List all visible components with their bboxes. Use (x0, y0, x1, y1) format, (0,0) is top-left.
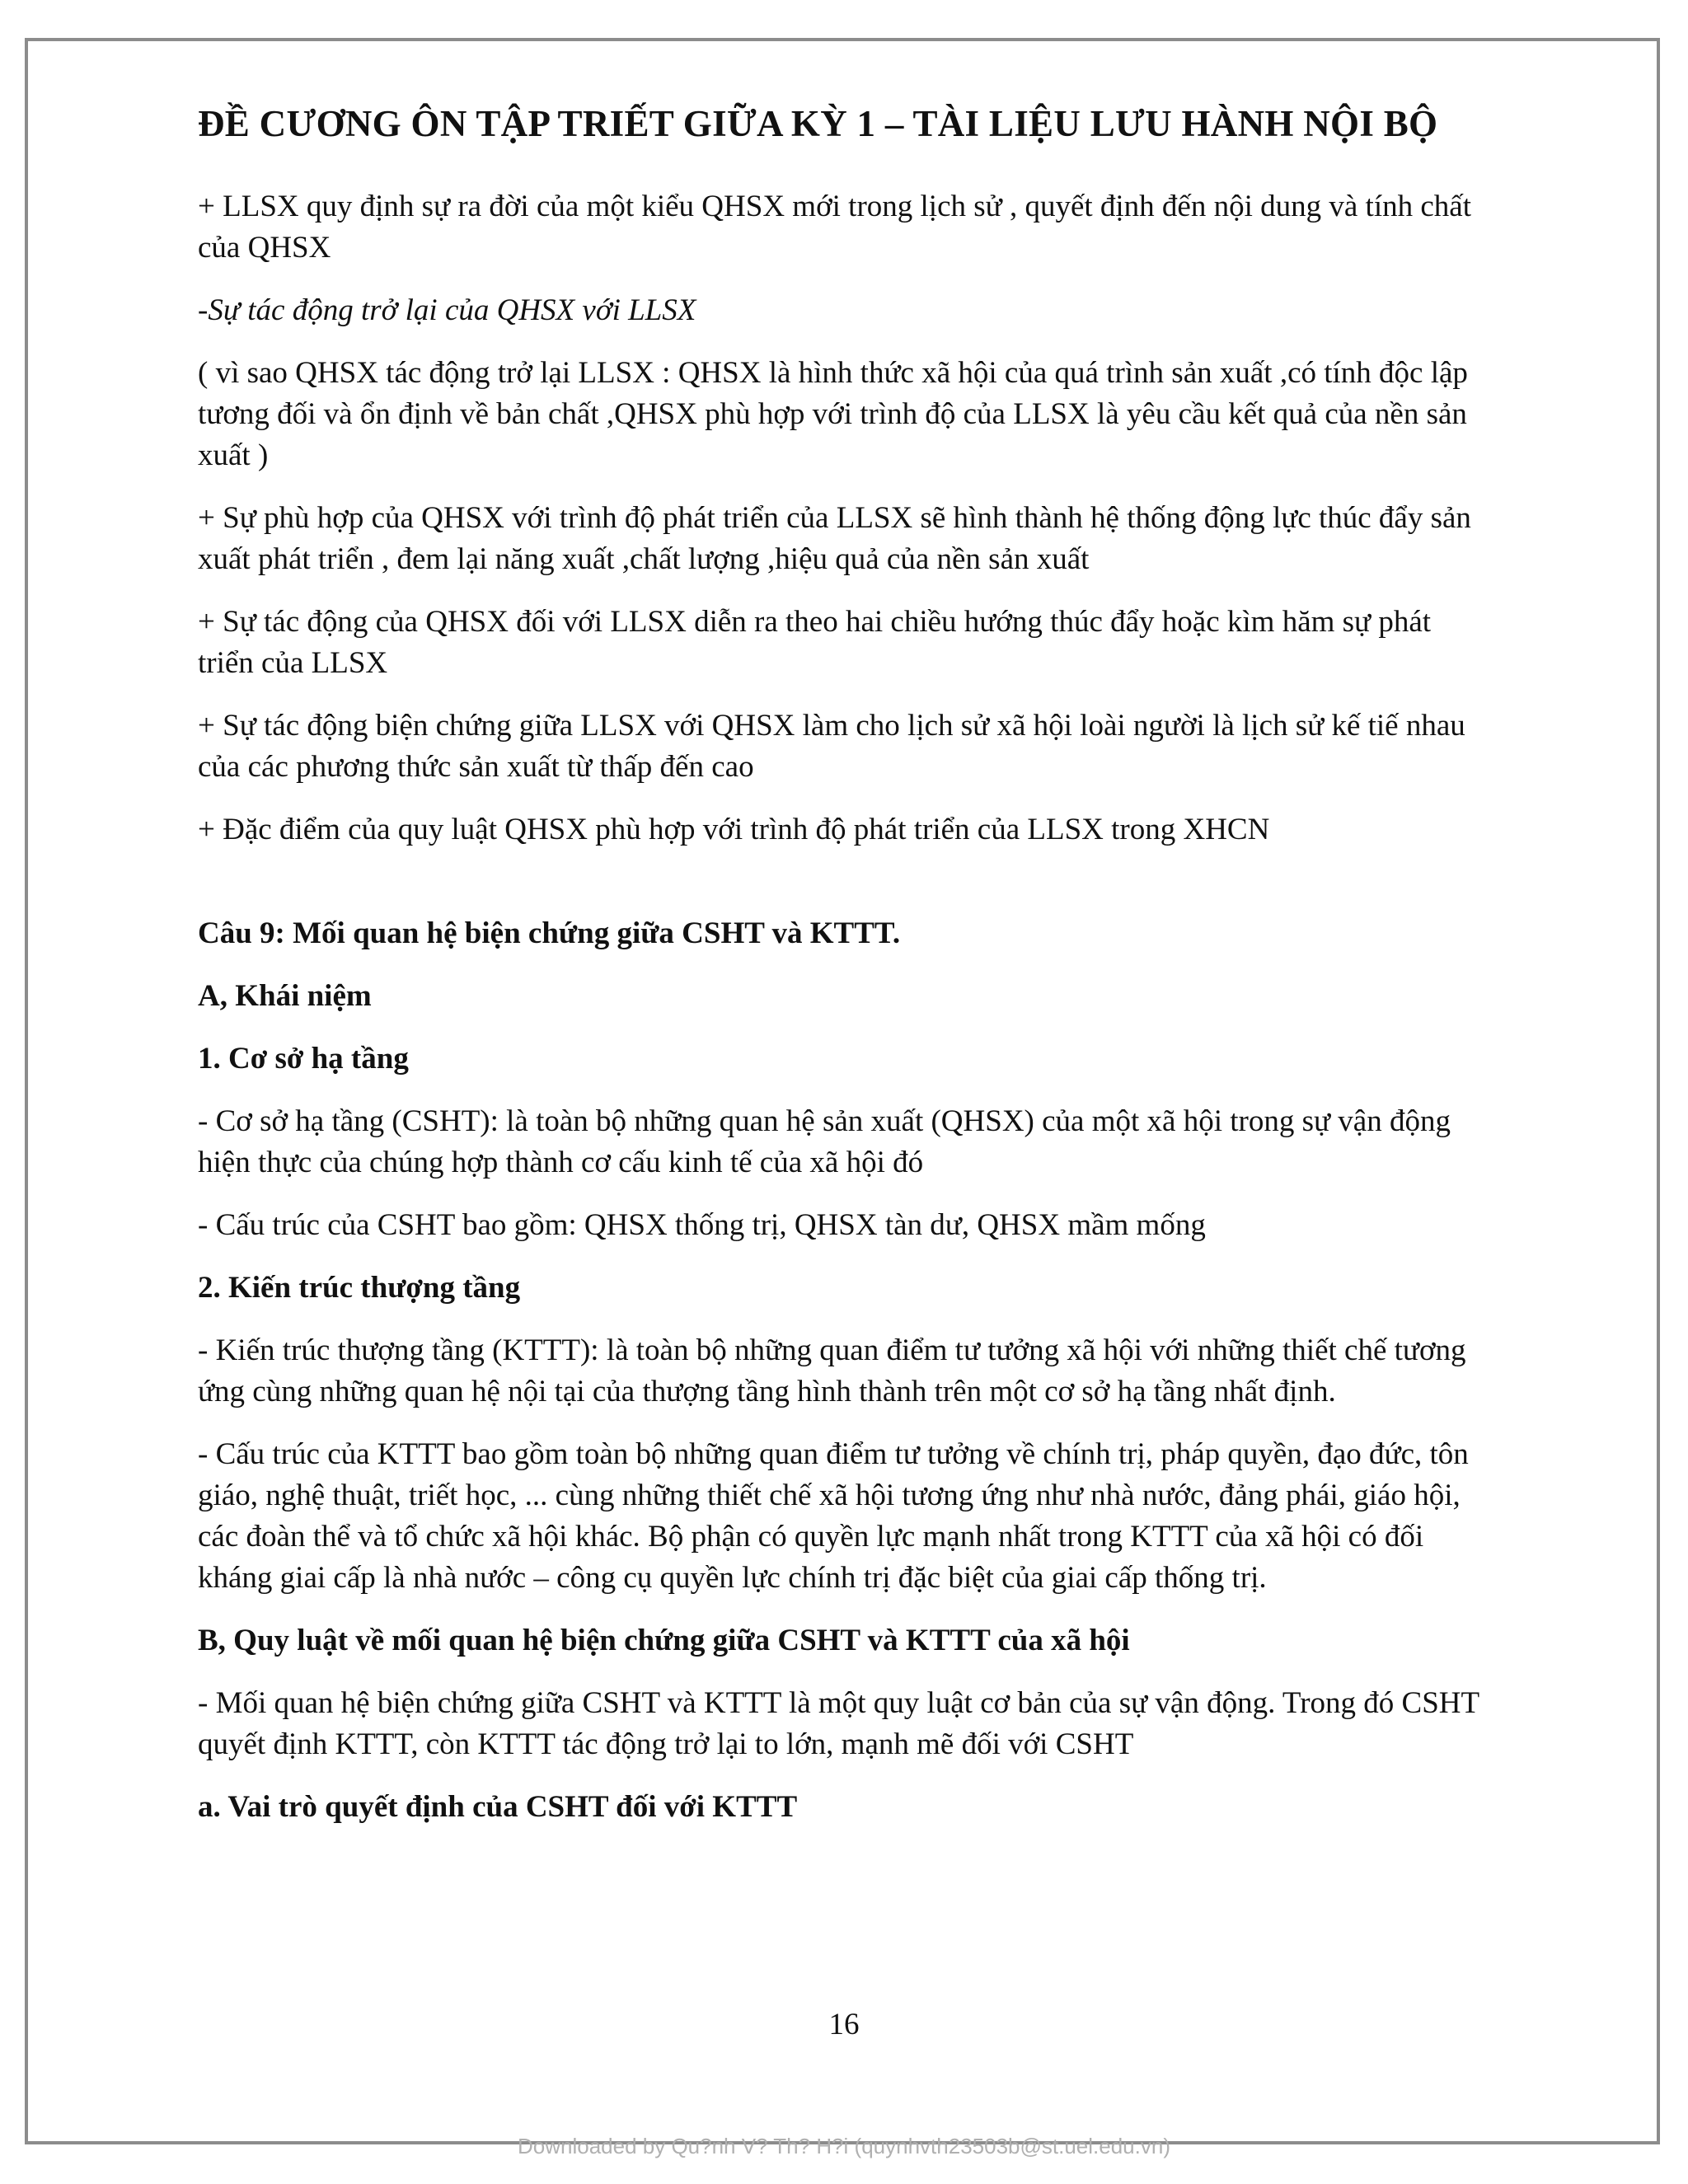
heading-infrastructure: 1. Cơ sở hạ tầng (198, 1042, 409, 1076)
heading-decisive-role: a. Vai trò quyết định của CSHT đối với KTTT (198, 1790, 798, 1824)
paragraph-qhsx-two-directions: + Sự tác động của QHSX đối với LLSX diễn ra theo hai chiều hướng thúc đẩy hoặc kìm hăm sự phát triển của LLSX (198, 605, 1432, 680)
paragraph-law-features-xhcn: + Đặc điểm của quy luật QHSX phù hợp với trình độ phát triển của LLSX trong XHCN (198, 813, 1270, 846)
page-number: 16 (828, 2008, 860, 2041)
section-spacer (198, 872, 1492, 913)
paragraph-llsx-decides: + LLSX quy định sự ra đời của một kiểu QHSX mới trong lịch sử , quyết định đến nội dung và tính chất của QHSX (198, 190, 1471, 265)
heading-question-9: Câu 9: Mối quan hệ biện chứng giữa CSHT và KTTT. (198, 916, 901, 950)
heading-superstructure: 2. Kiến trúc thượng tầng (198, 1271, 521, 1305)
paragraph-csht-structure: - Cấu trúc của CSHT bao gồm: QHSX thống trị, QHSX tàn dư, QHSX mầm mống (198, 1208, 1206, 1242)
download-footer: Downloaded by Qu?nh V? Th? H?i (quynhvth23503b@st.uel.edu.vn) (518, 2134, 1170, 2158)
heading-concepts: A, Khái niệm (198, 979, 372, 1013)
heading-law-csht-kttt: B, Quy luật về mối quan hệ biện chứng giữa CSHT và KTTT của xã hội (198, 1624, 1130, 1657)
paragraph-why-qhsx: ( vì sao QHSX tác động trở lại LLSX : QHSX là hình thức xã hội của quá trình sản xuất ,có tính độc lập tương đối và ổn định về bản chất ,QHSX phù hợp với trình độ của LLSX là yêu cầu kết quả của nền sản xuất ) (198, 356, 1468, 472)
paragraph-qhsx-suitability: + Sự phù hợp của QHSX với trình độ phát triển của LLSX sẽ hình thành hệ thống động lực thúc đẩy sản xuất phát triển , đem lại năng xuất ,chất lượng ,hiệu quả của nền sản xuất (198, 501, 1471, 576)
paragraph-cshT-definition: - Cơ sở hạ tầng (CSHT): là toàn bộ những quan hệ sản xuất (QHSX) của một xã hội trong sự vận động hiện thực của chúng hợp thành cơ cấu kinh tế của xã hội đó (198, 1104, 1451, 1179)
paragraph-law-relationship: - Mối quan hệ biện chứng giữa CSHT và KTTT là một quy luật cơ bản của sự vận động. Trong đó CSHT quyết định KTTT, còn KTTT tác động trở lại to lớn, mạnh mẽ đối với CSHT (198, 1686, 1479, 1761)
paragraph-kttt-definition: - Kiến trúc thượng tầng (KTTT): là toàn bộ những quan điểm tư tưởng xã hội với những thiết chế tương ứng cùng những quan hệ nội tại của thượng tầng hình thành trên một cơ sở hạ tầng nhất định. (198, 1333, 1466, 1408)
paragraph-kttt-structure: - Cấu trúc của KTTT bao gồm toàn bộ những quan điểm tư tưởng về chính trị, pháp quyền, đạo đức, tôn giáo, nghệ thuật, triết học, ... cùng những thiết chế xã hội tương ứng như nhà nước, đảng phái, giáo hội, các đoàn thể và tổ chức xã hội khác. Bộ phận có quyền lực mạnh nhất trong KTTT của xã hội có đối kháng giai cấp là nhà nước – công cụ quyền lực chính trị đặc biệt của giai cấp thống trị. (198, 1437, 1469, 1595)
document-title: ĐỀ CƯƠNG ÔN TẬP TRIẾT GIỮA KỲ 1 – TÀI LIỆU LƯU HÀNH NỘI BỘ (198, 103, 1438, 144)
paragraph-qhsx-feedback-heading: -Sự tác động trở lại của QHSX với LLSX (198, 293, 696, 327)
document-body (198, 99, 1492, 1849)
paragraph-dialectical-interaction: + Sự tác động biện chứng giữa LLSX với QHSX làm cho lịch sử xã hội loài người là lịch sử kế tiế nhau của các phương thức sản xuất từ thấp đến cao (198, 709, 1465, 784)
